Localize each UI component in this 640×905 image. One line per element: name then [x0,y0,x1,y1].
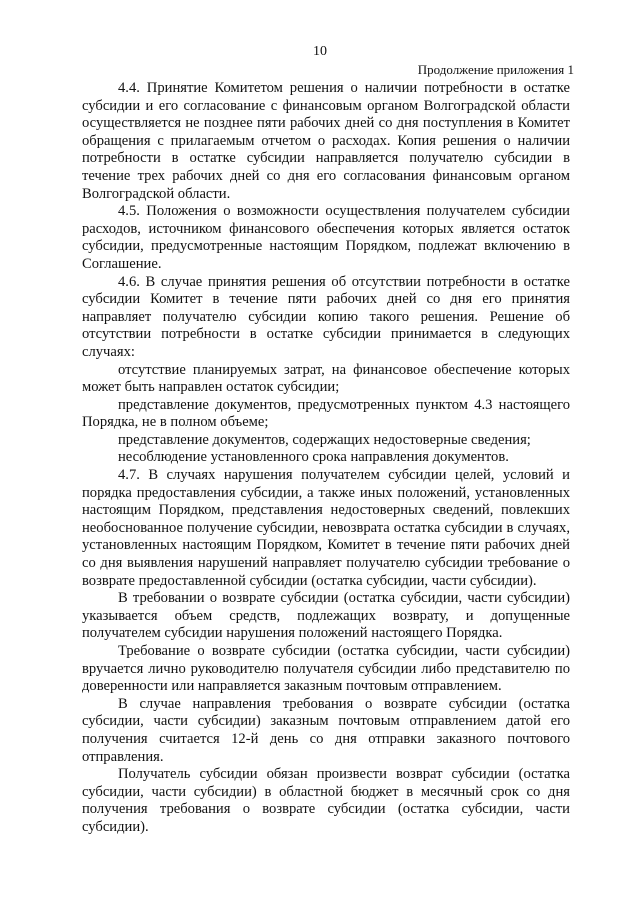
list-item-case-4: несоблюдение установленного срока направления документов. [118,449,509,466]
appendix-continuation-note: Продолжение приложения 1 [417,62,574,77]
list-item-case-1: отсутствие планируемых затрат, на финансовое обеспечение которых может быть направлен остаток субсидии; [82,361,570,396]
paragraph-4-5: 4.5. Положения о возможности осуществления получателем субсидии расходов, источником финансового обеспечения которых является остаток субсидии, предусмотренные настоящим Порядком, подлежат включению в Соглашение. [82,203,570,272]
paragraph-demand-contents: В требовании о возврате субсидии (остатка субсидии, части субсидии) указывается объем средств, подлежащих возврату, и допущенные получателем субсидии нарушения положений настоящего Порядка. [82,590,570,642]
paragraph-4-6: 4.6. В случае принятия решения об отсутствии потребности в остатке субсидии Комитет в течение пяти рабочих дней со дня его принятия направляет получателю субсидии копию такого решения. Решение об отсутствии потребности в остатке субсидии принимается в следующих случаях: [82,273,570,360]
document-body [82,80,570,837]
list-item-case-2: представление документов, предусмотренных пунктом 4.3 настоящего Порядка, не в полном объеме; [82,396,570,431]
page-number: 10 [313,44,327,59]
paragraph-receipt-date: В случае направления требования о возврате субсидии (остатка субсидии, части субсидии) заказным почтовым отправлением датой его получения считается 12-й день со дня отправки заказного почтового отправления. [82,695,570,765]
paragraph-4-7: 4.7. В случаях нарушения получателем субсидии целей, условий и порядка предоставления субсидии, а также иных положений, установленных настоящим Порядком, представления недостоверных сведений, повлекших необоснованное получение субсидии, невозврата остатка субсидии в случаях, установленных настоящим Порядком, Комитет в течение пяти рабочих дней со дня выявления нарушений направляет получателю субсидии требование о возврате предоставленной субсидии (остатка субсидии, части субсидии). [82,467,570,589]
list-item-case-3: представление документов, содержащих недостоверные сведения; [118,431,531,448]
paragraph-4-4: 4.4. Принятие Комитетом решения о наличии потребности в остатке субсидии и его согласование с финансовым органом Волгоградской области осуществляется не позднее пяти рабочих дней со дня поступления в Комитет обращения с прилагаемым отчетом о расходах. Копия решения о наличии потребности в остатке субсидии направляется получателю субсидии в течение трех рабочих дней со дня его согласования финансовым органом Волгоградской области. [82,80,570,202]
paragraph-demand-delivery: Требование о возврате субсидии (остатка субсидии, части субсидии) вручается лично руководителю получателя субсидии либо представителю по доверенности или направляется заказным почтовым отправлением. [82,643,570,695]
paragraph-refund-obligation: Получатель субсидии обязан произвести возврат субсидии (остатка субсидии, части субсидии) в областной бюджет в месячный срок со дня получения требования о возврате субсидии (остатка субсидии, части субсидии). [82,766,570,835]
